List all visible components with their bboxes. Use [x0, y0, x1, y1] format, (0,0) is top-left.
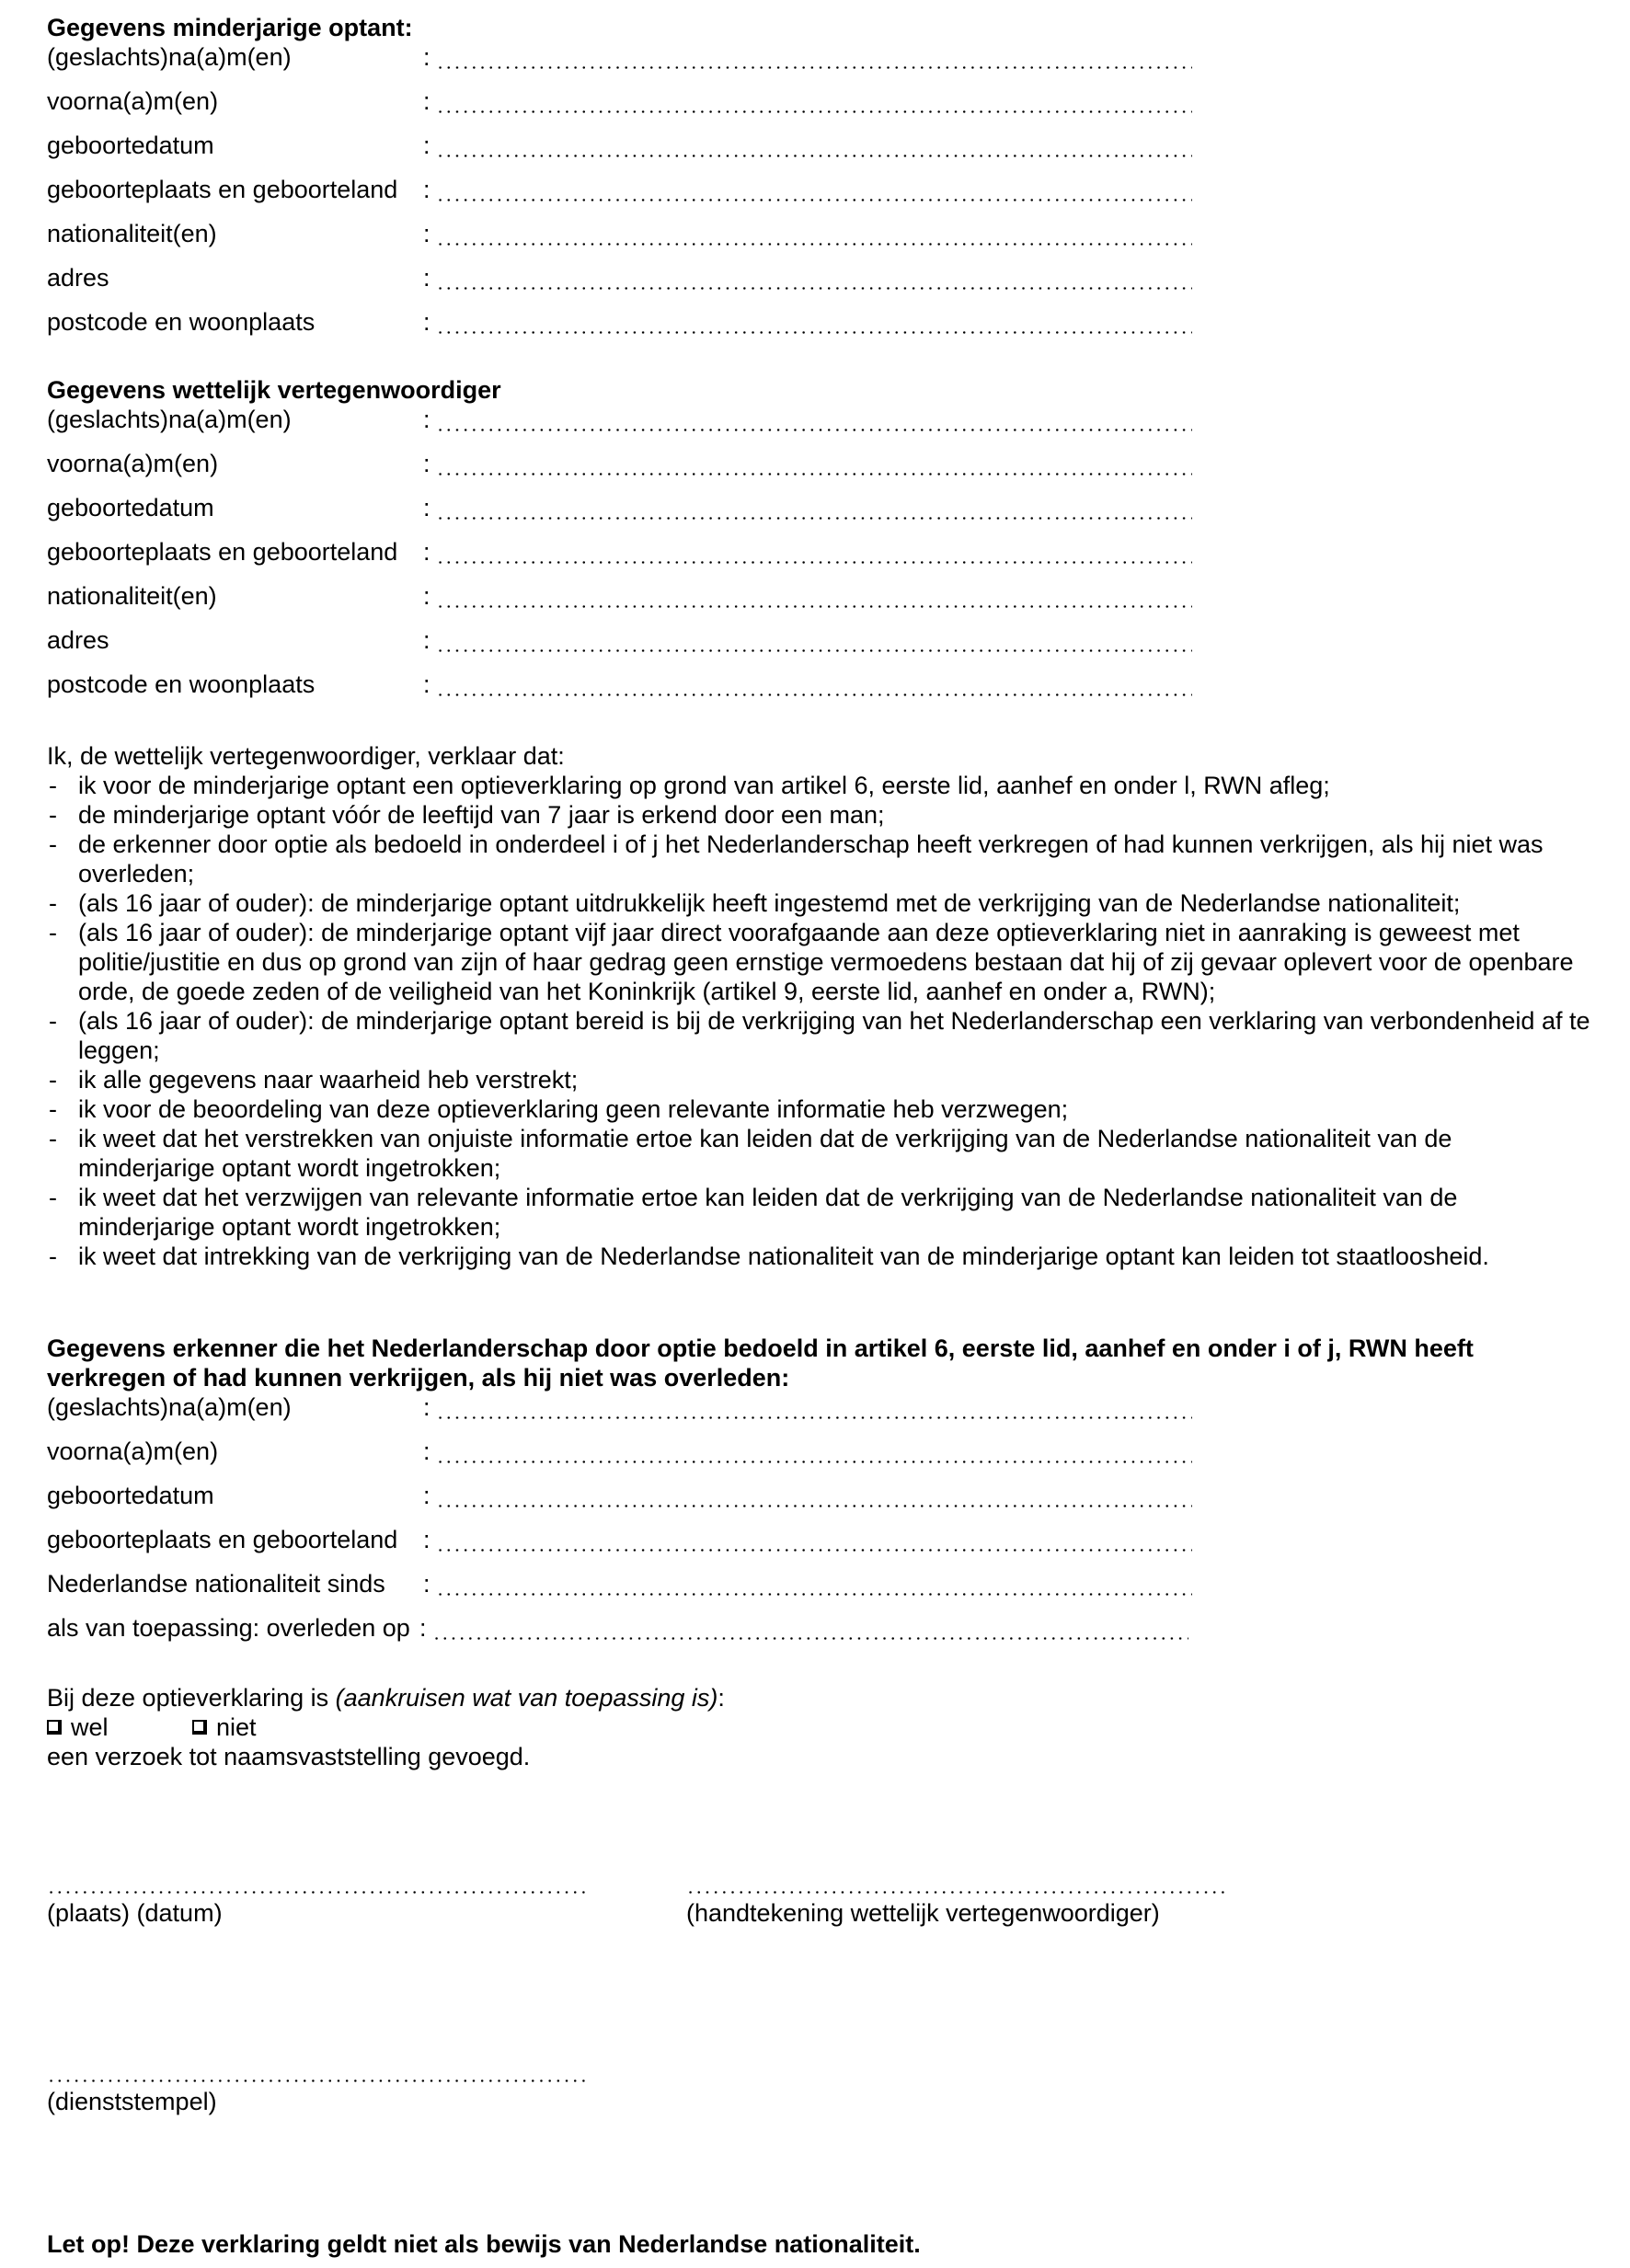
stamp-area[interactable]: [47, 2074, 585, 2087]
declaration-item: [47, 1183, 1592, 1242]
declaration-item: [47, 1065, 1592, 1094]
bullet-dash: -: [49, 1095, 57, 1123]
declaration-item: [47, 800, 1592, 830]
checkbox-empty-icon[interactable]: [192, 1720, 207, 1735]
name-request-intro: [47, 1683, 725, 1712]
surname-input[interactable]: [436, 42, 1192, 72]
field-row-given-names: [47, 449, 1192, 493]
intro-colon: :: [717, 1684, 725, 1712]
name-request-options: [47, 1712, 725, 1742]
bullet-dash: -: [49, 1066, 57, 1094]
birth-place-input[interactable]: [436, 1525, 1192, 1554]
surname-input[interactable]: [436, 405, 1192, 434]
field-label: adres: [47, 626, 109, 654]
field-colon: :: [423, 538, 430, 566]
field-label: geboortedatum: [47, 132, 214, 159]
field-colon: :: [419, 1614, 427, 1642]
field-row-nationality: [47, 219, 1192, 263]
declaration-text: ik alle gegevens naar waarheid heb verstrekt;: [78, 1066, 579, 1094]
declaration-text: ik weet dat het verzwijgen van relevante informatie ertoe kan leiden dat de verkrijging van de Nederlandse nationaliteit van de minderjarige optant wordt ingetrokken;: [78, 1184, 1458, 1241]
place-date-input[interactable]: [47, 1885, 585, 1898]
postcode-city-input[interactable]: [436, 307, 1192, 337]
intro-instruction: (aankruisen wat van toepassing is): [335, 1684, 718, 1712]
signature-input[interactable]: [686, 1885, 1224, 1898]
birth-date-input[interactable]: [436, 493, 1192, 522]
field-label: geboorteplaats en geboorteland: [47, 538, 398, 566]
field-row-postcode-city: [47, 307, 1192, 351]
field-row-birth-date: [47, 1481, 1592, 1525]
option-label: wel: [71, 1713, 109, 1741]
stamp-label: (dienststempel): [47, 2088, 217, 2115]
name-request: [47, 1683, 725, 1771]
declaration-text: (als 16 jaar of ouder): de minderjarige optant bereid is bij de verkrijging van het Nederlanderschap een verklaring van verbondenheid af te leggen;: [78, 1007, 1590, 1064]
field-colon: :: [423, 1438, 430, 1465]
birth-date-input[interactable]: [436, 131, 1192, 160]
field-colon: :: [423, 406, 430, 433]
field-row-address: [47, 263, 1192, 307]
field-colon: :: [423, 220, 430, 247]
field-label: postcode en woonplaats: [47, 670, 316, 698]
bullet-dash: -: [49, 1184, 57, 1211]
field-colon: :: [423, 1526, 430, 1553]
field-row-surname: [47, 405, 1192, 449]
field-label: (geslachts)na(a)m(en): [47, 1393, 292, 1421]
bullet-dash: -: [49, 830, 57, 858]
field-row-surname: [47, 42, 1192, 86]
field-colon: :: [423, 582, 430, 610]
field-label: postcode en woonplaats: [47, 308, 316, 336]
declaration-item: [47, 1006, 1592, 1065]
bullet-dash: -: [49, 772, 57, 799]
place-date-block: [47, 1885, 585, 1928]
declaration-text: ik weet dat het verstrekken van onjuiste informatie ertoe kan leiden dat de verkrijging van de Nederlandse nationaliteit van de minderjarige optant wordt ingetrokken;: [78, 1125, 1452, 1182]
option-niet[interactable]: [192, 1712, 338, 1742]
section-title: Gegevens erkenner die het Nederlanderschap door optie bedoeld in artikel 6, eerste lid, aanhef en onder i of j, RWN heeft verkregen of had kunnen verkrijgen, als hij niet was overleden:: [47, 1334, 1474, 1392]
field-colon: :: [423, 1570, 430, 1598]
bullet-dash: -: [49, 1125, 57, 1152]
field-colon: :: [423, 450, 430, 477]
section-title: Gegevens minderjarige optant:: [47, 14, 413, 41]
intro-text: Bij deze optieverklaring is: [47, 1684, 336, 1712]
bullet-dash: -: [49, 919, 57, 946]
field-label: als van toepassing: overleden op: [47, 1614, 410, 1642]
field-label: adres: [47, 264, 109, 292]
option-label: niet: [216, 1713, 257, 1741]
name-request-outro: een verzoek tot naamsvaststelling gevoegd.: [47, 1743, 531, 1770]
field-colon: :: [423, 176, 430, 203]
surname-input[interactable]: [436, 1392, 1192, 1422]
bullet-dash: -: [49, 1007, 57, 1035]
place-date-label: (plaats) (datum): [47, 1899, 223, 1927]
declaration-text: ik voor de beoordeling van deze optieverklaring geen relevante informatie heb verzwegen;: [78, 1095, 1069, 1123]
bullet-dash: -: [49, 801, 57, 829]
nationality-input[interactable]: [436, 581, 1192, 611]
given-names-input[interactable]: [436, 449, 1192, 478]
birth-date-input[interactable]: [436, 1481, 1192, 1510]
field-colon: :: [423, 132, 430, 159]
field-row-birth-date: [47, 493, 1192, 537]
field-label: (geslachts)na(a)m(en): [47, 406, 292, 433]
field-row-birth-place: [47, 1525, 1592, 1569]
section-minor-optant: [47, 13, 1192, 351]
field-colon: :: [423, 87, 430, 115]
field-row-given-names: [47, 1437, 1592, 1481]
field-row-address: [47, 625, 1192, 670]
declaration-list: [47, 771, 1592, 1271]
declaration-item: [47, 888, 1592, 918]
declaration-text: (als 16 jaar of ouder): de minderjarige optant vijf jaar direct voorafgaande aan deze optieverklaring niet in aanraking is geweest met politie/justitie en dus op grond van zijn of haar gedrag geen ernstige vermoedens bestaan dat hij of zij gevaar oplevert voor de openbare orde, de goede zeden of de veiligheid van het Koninkrijk (artikel 9, eerste lid, aanhef en onder a, RWN);: [78, 919, 1574, 1005]
declaration-item: [47, 1242, 1592, 1271]
section-legal-representative: [47, 375, 1192, 714]
field-row-postcode-city: [47, 670, 1192, 714]
field-colon: :: [423, 670, 430, 698]
field-colon: :: [423, 43, 430, 71]
section-recognizer: [47, 1334, 1592, 1657]
dutch-nationality-since-input[interactable]: [436, 1569, 1192, 1598]
field-row-surname: [47, 1392, 1592, 1437]
address-input[interactable]: [436, 263, 1192, 292]
declaration-text: de erkenner door optie als bedoeld in onderdeel i of j het Nederlanderschap heeft verkregen of had kunnen verkrijgen, als hij niet was overleden;: [78, 830, 1544, 888]
declaration-text: ik weet dat intrekking van de verkrijging van de Nederlandse nationaliteit van de minderjarige optant kan leiden tot staatloosheid.: [78, 1243, 1489, 1270]
declaration-item: [47, 1094, 1592, 1124]
birth-place-input[interactable]: [436, 537, 1192, 567]
postcode-city-input[interactable]: [436, 670, 1192, 699]
declaration-text: de minderjarige optant vóór de leeftijd van 7 jaar is erkend door een man;: [78, 801, 885, 829]
field-colon: :: [423, 494, 430, 521]
section-title: Gegevens wettelijk vertegenwoordiger: [47, 376, 501, 404]
bullet-dash: -: [49, 889, 57, 917]
field-label: nationaliteit(en): [47, 220, 217, 247]
field-colon: :: [423, 1393, 430, 1421]
notice: Let op! Deze verklaring geldt niet als bewijs van Nederlandse nationaliteit.: [47, 2230, 921, 2258]
field-row-dutch-nationality-since: [47, 1569, 1592, 1613]
field-label: nationaliteit(en): [47, 582, 217, 610]
field-label: voorna(a)m(en): [47, 450, 219, 477]
stamp-block: [47, 2074, 585, 2116]
bullet-dash: -: [49, 1243, 57, 1270]
given-names-input[interactable]: [436, 1437, 1192, 1466]
field-label: geboorteplaats en geboorteland: [47, 176, 398, 203]
field-row-given-names: [47, 86, 1192, 131]
field-row-birth-place: [47, 175, 1192, 219]
field-label: Nederlandse nationaliteit sinds: [47, 1570, 385, 1598]
option-wel[interactable]: [47, 1712, 192, 1742]
declaration-text: (als 16 jaar of ouder): de minderjarige optant uitdrukkelijk heeft ingestemd met de verkrijging van de Nederlandse nationaliteit;: [78, 889, 1461, 917]
deceased-on-input[interactable]: [432, 1613, 1188, 1643]
declaration-text: ik voor de minderjarige optant een optieverklaring op grond van artikel 6, eerste lid, aanhef en onder l, RWN afleg;: [78, 772, 1330, 799]
given-names-input[interactable]: [436, 86, 1192, 116]
signature-block: [686, 1885, 1224, 1928]
field-colon: :: [423, 626, 430, 654]
declaration-item: [47, 771, 1592, 800]
field-row-nationality: [47, 581, 1192, 625]
field-row-deceased-on: [47, 1613, 1592, 1657]
field-label: voorna(a)m(en): [47, 1438, 219, 1465]
declaration-item: [47, 918, 1592, 1006]
field-colon: :: [423, 308, 430, 336]
field-colon: :: [423, 1482, 430, 1509]
declaration-intro: Ik, de wettelijk vertegenwoordiger, verklaar dat:: [47, 742, 565, 770]
nationality-input[interactable]: [436, 219, 1192, 248]
field-colon: :: [423, 264, 430, 292]
declaration: [47, 741, 1592, 1271]
field-label: (geslachts)na(a)m(en): [47, 43, 292, 71]
field-label: geboortedatum: [47, 1482, 214, 1509]
birth-place-input[interactable]: [436, 175, 1192, 204]
field-row-birth-place: [47, 537, 1192, 581]
declaration-item: [47, 830, 1592, 888]
field-label: voorna(a)m(en): [47, 87, 219, 115]
address-input[interactable]: [436, 625, 1192, 655]
field-row-birth-date: [47, 131, 1192, 175]
field-label: geboorteplaats en geboorteland: [47, 1526, 398, 1553]
declaration-item: [47, 1124, 1592, 1183]
signature-label: (handtekening wettelijk vertegenwoordiger): [686, 1899, 1160, 1927]
checkbox-empty-icon[interactable]: [47, 1720, 62, 1735]
field-label: geboortedatum: [47, 494, 214, 521]
